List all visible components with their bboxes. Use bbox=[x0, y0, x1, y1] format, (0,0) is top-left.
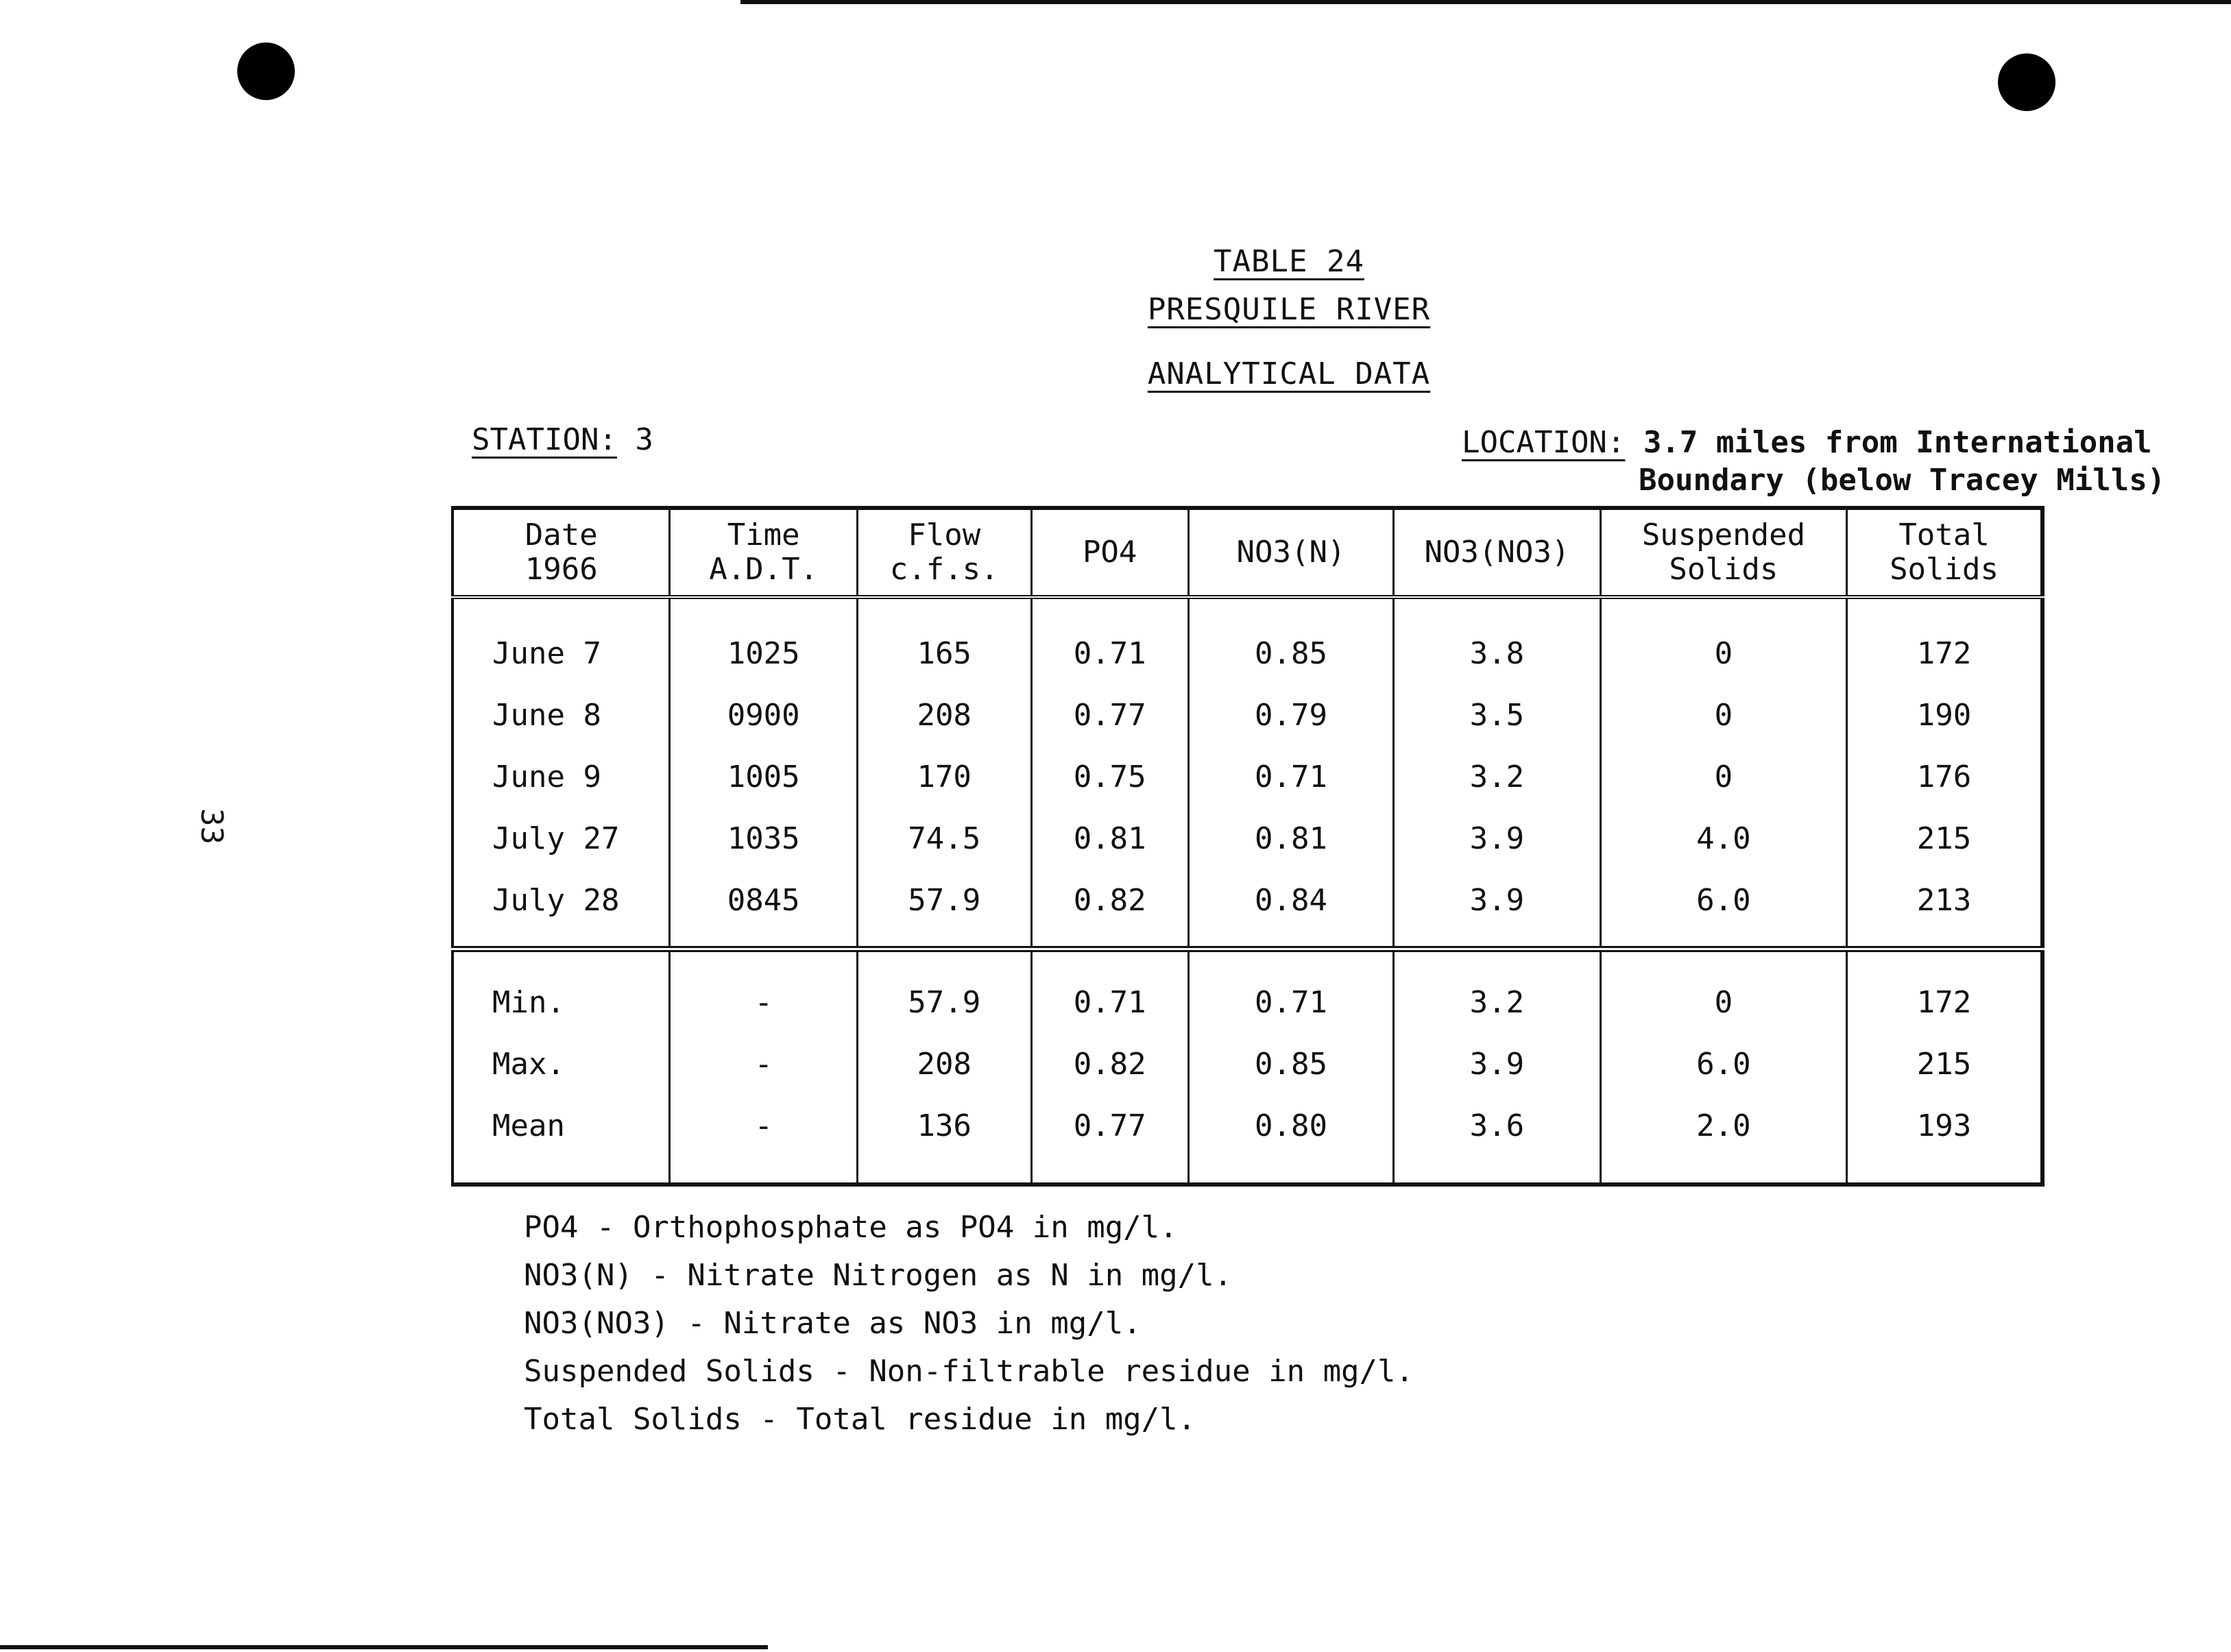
table-cell: 0 bbox=[1600, 746, 1846, 807]
column-header bbox=[1600, 508, 1846, 597]
table-cell: 0 bbox=[1600, 597, 1846, 684]
table-cell: 0.84 bbox=[1188, 869, 1393, 949]
table-cell: 136 bbox=[857, 1095, 1031, 1185]
table-cell: 6.0 bbox=[1600, 869, 1846, 949]
table-cell: - bbox=[670, 1033, 857, 1095]
column-header-line1: NO3(NO3) bbox=[1424, 535, 1570, 570]
table-cell: 213 bbox=[1847, 869, 2042, 949]
table-cell: 3.6 bbox=[1394, 1095, 1601, 1185]
column-header-line2: A.D.T. bbox=[709, 552, 819, 587]
table-cell: 3.8 bbox=[1394, 597, 1601, 684]
data-title: ANALYTICAL DATA bbox=[1147, 356, 1431, 391]
table-cell: 74.5 bbox=[857, 807, 1031, 869]
table-row bbox=[453, 807, 2042, 869]
table-cell: 193 bbox=[1847, 1095, 2042, 1185]
table-cell: June 7 bbox=[453, 597, 670, 684]
page-number: 33 bbox=[193, 808, 229, 845]
table-cell: June 8 bbox=[453, 684, 670, 746]
table-cell: 0.81 bbox=[1031, 807, 1188, 869]
table-cell: 190 bbox=[1847, 684, 2042, 746]
location-value-line1: 3.7 miles from International bbox=[1643, 425, 2152, 460]
table-title: TABLE 24 bbox=[1214, 244, 1364, 279]
column-header bbox=[1031, 508, 1188, 597]
location-label bbox=[1462, 425, 2165, 498]
column-header-line2: 1966 bbox=[524, 552, 598, 587]
footnote-suspended-solids: Suspended Solids - Non-filtrable residue in mg/l. bbox=[524, 1354, 1414, 1389]
column-header bbox=[453, 508, 670, 597]
table-cell: 3.9 bbox=[1394, 807, 1601, 869]
punch-hole-left bbox=[237, 42, 295, 100]
table-row bbox=[453, 597, 2042, 684]
location-key: LOCATION: bbox=[1462, 425, 1626, 460]
table-cell: 0.79 bbox=[1188, 684, 1393, 746]
table-cell: 0845 bbox=[670, 869, 857, 949]
table-cell: 0.85 bbox=[1188, 1033, 1393, 1095]
table-cell: 3.9 bbox=[1394, 869, 1601, 949]
table-cell: 1035 bbox=[670, 807, 857, 869]
summary-row bbox=[453, 1033, 2042, 1095]
column-header-line1: Suspended bbox=[1641, 518, 1806, 552]
column-header-line1: Total bbox=[1898, 518, 1990, 552]
location-value-line2: Boundary (below Tracey Mills) bbox=[1639, 463, 2166, 498]
table-cell: 57.9 bbox=[857, 869, 1031, 949]
table-cell: 0.71 bbox=[1188, 746, 1393, 807]
table-cell: 0 bbox=[1600, 684, 1846, 746]
punch-hole-right bbox=[1998, 53, 2055, 111]
table-row bbox=[453, 746, 2042, 807]
column-header bbox=[1188, 508, 1393, 597]
summary-row bbox=[453, 1095, 2042, 1185]
footnotes bbox=[524, 1204, 1414, 1444]
table-cell: July 27 bbox=[453, 807, 670, 869]
footnote-no3-no3: NO3(NO3) - Nitrate as NO3 in mg/l. bbox=[524, 1306, 1142, 1341]
table-cell: 215 bbox=[1847, 1033, 2042, 1095]
table-cell: 2.0 bbox=[1600, 1095, 1846, 1185]
table-cell: 0900 bbox=[670, 684, 857, 746]
column-header-line2: c.f.s. bbox=[889, 552, 999, 587]
table-cell: 165 bbox=[857, 597, 1031, 684]
table-cell: 0.71 bbox=[1188, 949, 1393, 1034]
table-cell: July 28 bbox=[453, 869, 670, 949]
table-cell: 1025 bbox=[670, 597, 857, 684]
table-cell: 1005 bbox=[670, 746, 857, 807]
footnote-total-solids: Total Solids - Total residue in mg/l. bbox=[524, 1402, 1196, 1437]
table-cell: 208 bbox=[857, 1033, 1031, 1095]
table-row bbox=[453, 869, 2042, 949]
column-header bbox=[857, 508, 1031, 597]
table-cell: Min. bbox=[453, 949, 670, 1034]
table-cell: Mean bbox=[453, 1095, 670, 1185]
table-cell: 0.77 bbox=[1031, 1095, 1188, 1185]
table-cell: - bbox=[670, 949, 857, 1034]
table-cell: 170 bbox=[857, 746, 1031, 807]
column-header bbox=[670, 508, 857, 597]
table-cell: 3.9 bbox=[1394, 1033, 1601, 1095]
table-header-row bbox=[453, 508, 2042, 597]
table-cell: 0.71 bbox=[1031, 949, 1188, 1034]
column-header-line1: Date bbox=[524, 518, 598, 552]
table-cell: June 9 bbox=[453, 746, 670, 807]
table-cell: 3.2 bbox=[1394, 949, 1601, 1034]
column-header bbox=[1847, 508, 2042, 597]
table-cell: 6.0 bbox=[1600, 1033, 1846, 1095]
table-cell: - bbox=[670, 1095, 857, 1185]
column-header-line2: Solids bbox=[1890, 552, 1999, 587]
table-cell: 0.82 bbox=[1031, 1033, 1188, 1095]
station-label bbox=[472, 422, 653, 457]
table-cell: 4.0 bbox=[1600, 807, 1846, 869]
station-key: STATION: bbox=[472, 422, 617, 457]
table-cell: Max. bbox=[453, 1033, 670, 1095]
river-title: PRESQUILE RIVER bbox=[1147, 292, 1431, 327]
column-header-line1: PO4 bbox=[1082, 535, 1137, 570]
table-cell: 172 bbox=[1847, 597, 2042, 684]
station-value: 3 bbox=[635, 422, 653, 457]
table-cell: 0.81 bbox=[1188, 807, 1393, 869]
table-cell: 0.75 bbox=[1031, 746, 1188, 807]
table-cell: 57.9 bbox=[857, 949, 1031, 1034]
table-cell: 176 bbox=[1847, 746, 2042, 807]
table-cell: 215 bbox=[1847, 807, 2042, 869]
table-cell: 0.71 bbox=[1031, 597, 1188, 684]
summary-row bbox=[453, 949, 2042, 1034]
column-header-line1: Flow bbox=[908, 518, 981, 552]
footnote-po4: PO4 - Orthophosphate as PO4 in mg/l. bbox=[524, 1210, 1178, 1245]
table-cell: 208 bbox=[857, 684, 1031, 746]
column-header bbox=[1394, 508, 1601, 597]
column-header-line1: Time bbox=[727, 518, 800, 552]
table-cell: 0.80 bbox=[1188, 1095, 1393, 1185]
column-header-line2: Solids bbox=[1669, 552, 1778, 587]
table-cell: 172 bbox=[1847, 949, 2042, 1034]
table-cell: 0.82 bbox=[1031, 869, 1188, 949]
bottom-edge-rule bbox=[0, 1645, 768, 1649]
analytical-data-table bbox=[451, 506, 2045, 1187]
footnote-no3-n: NO3(N) - Nitrate Nitrogen as N in mg/l. bbox=[524, 1258, 1233, 1293]
table-cell: 3.5 bbox=[1394, 684, 1601, 746]
top-edge-rule bbox=[740, 0, 2231, 4]
table-cell: 0.77 bbox=[1031, 684, 1188, 746]
column-header-line1: NO3(N) bbox=[1236, 535, 1346, 570]
table-cell: 3.2 bbox=[1394, 746, 1601, 807]
table-cell: 0.85 bbox=[1188, 597, 1393, 684]
table-row bbox=[453, 684, 2042, 746]
table-cell: 0 bbox=[1600, 949, 1846, 1034]
